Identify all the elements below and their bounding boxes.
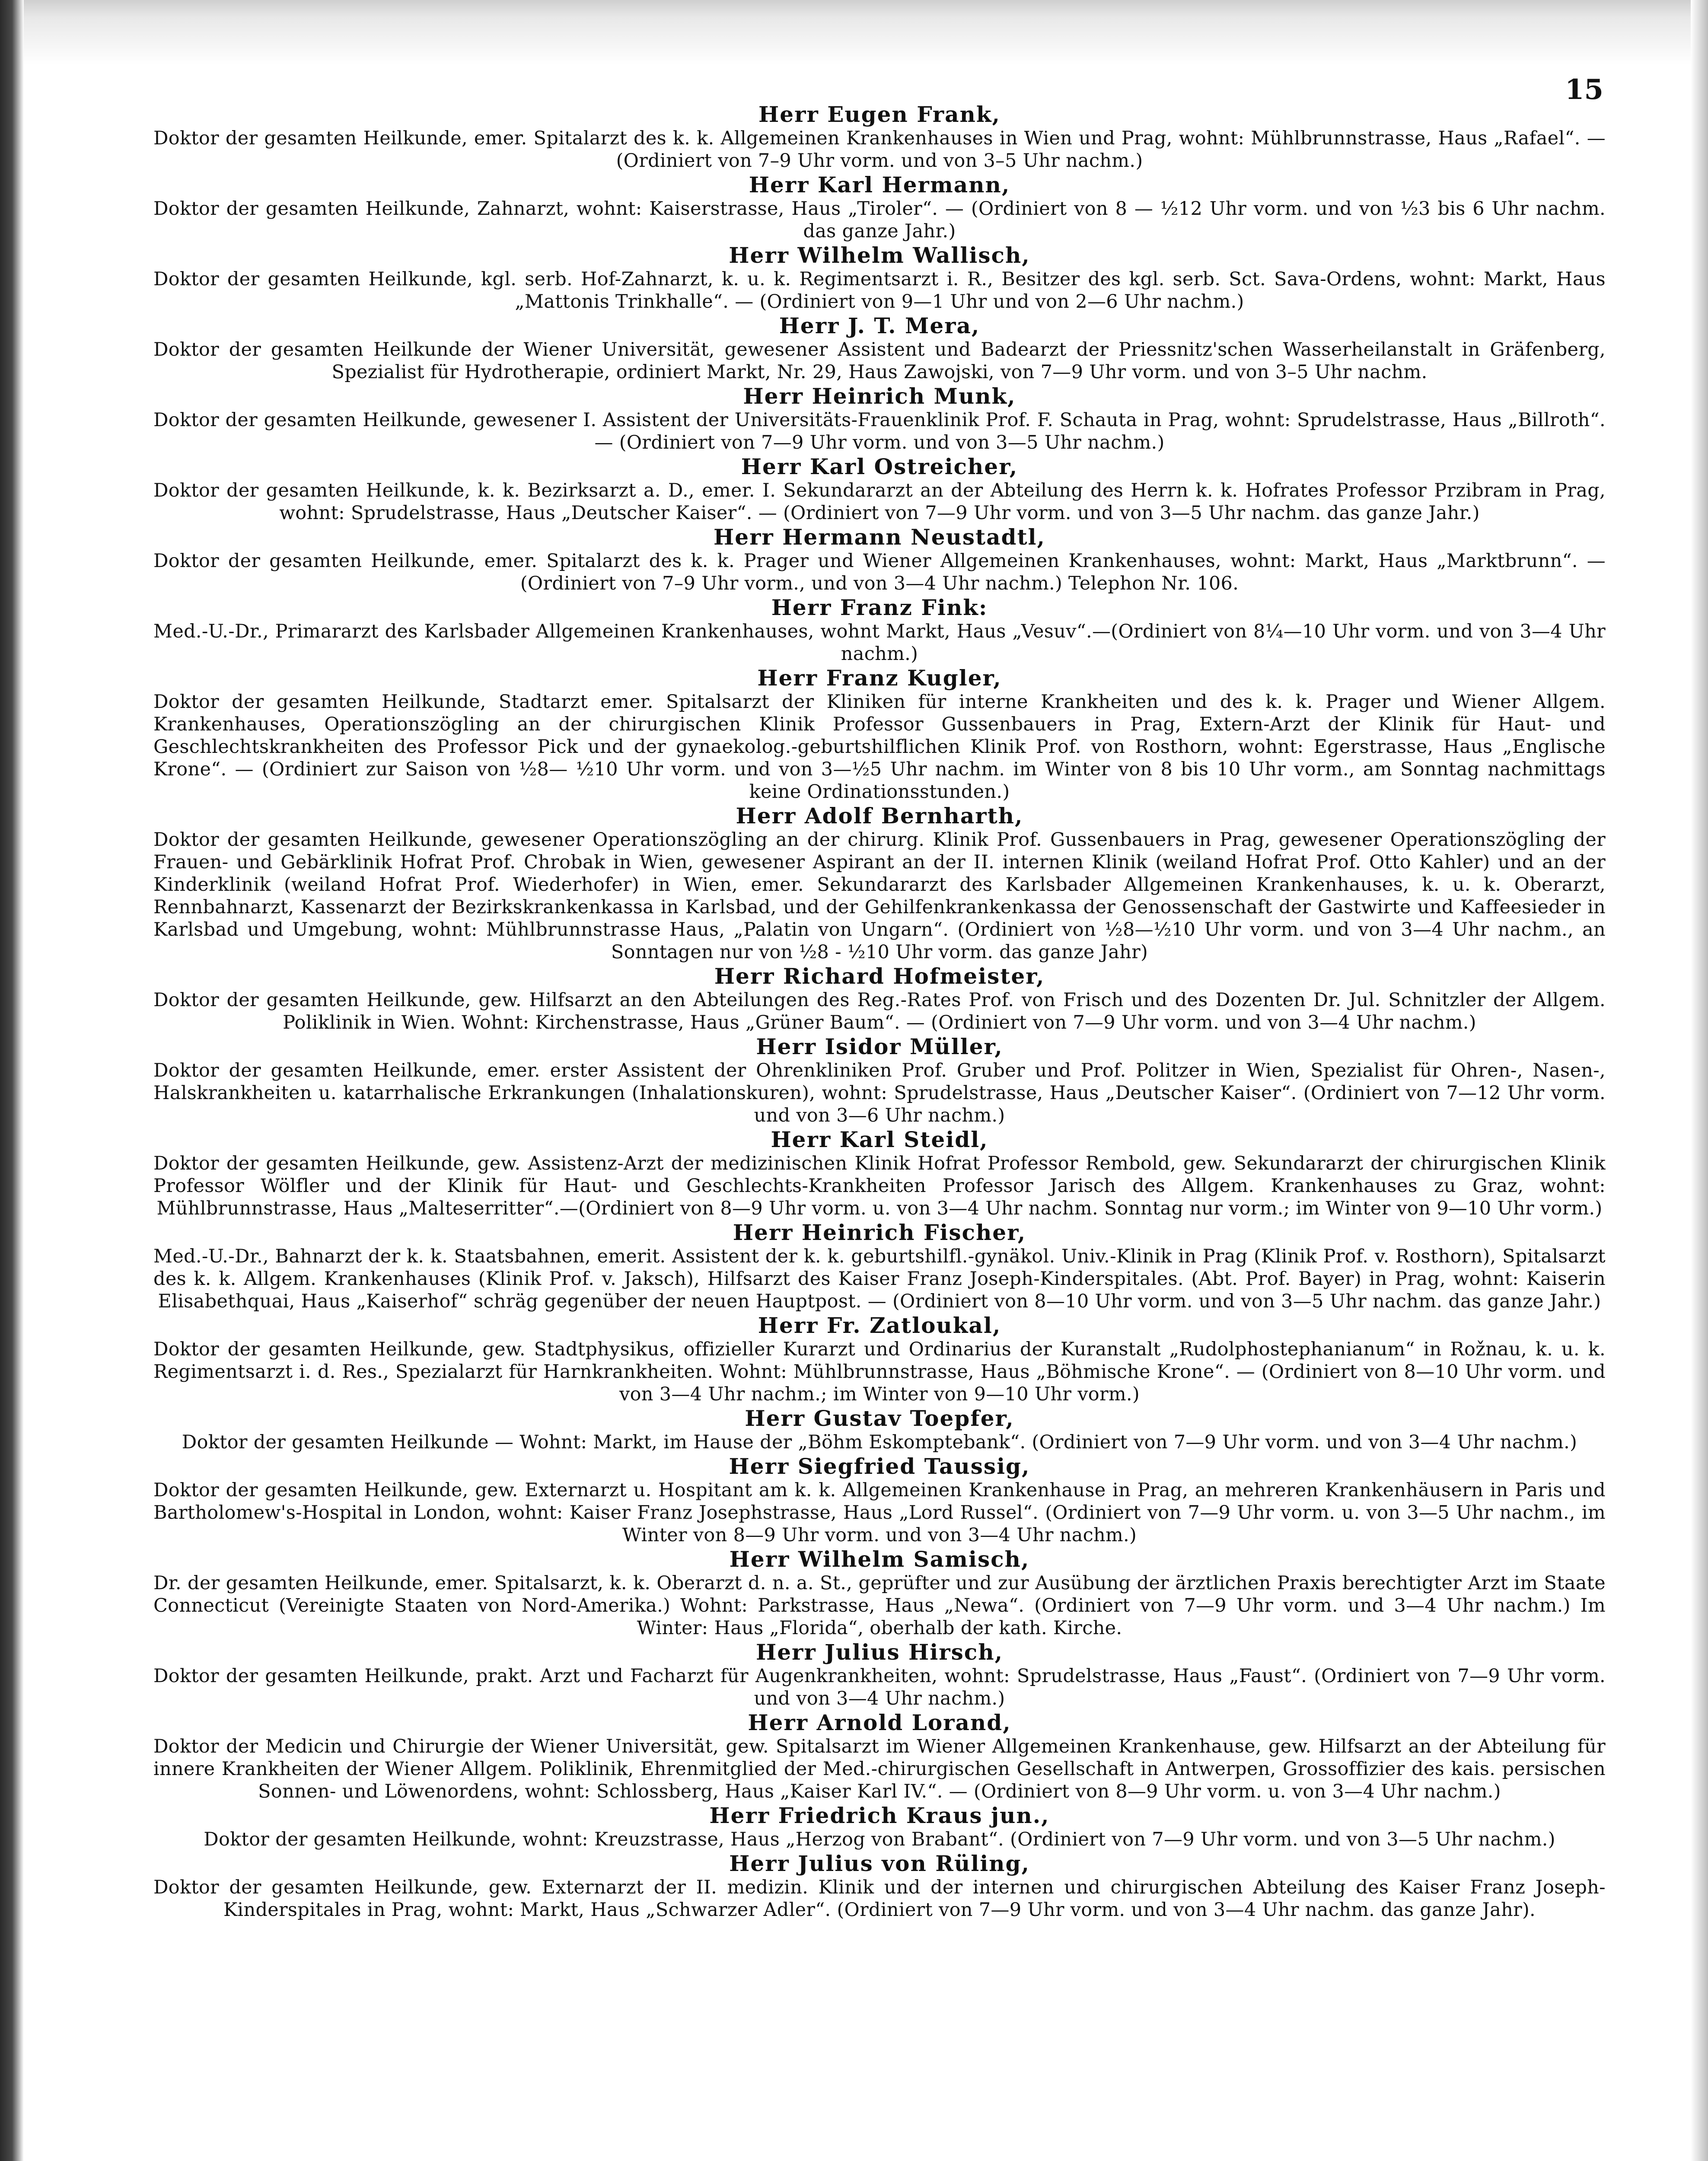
physician-details: Doktor der gesamten Heilkunde, gew. Assistenz-Arzt der medizinischen Klinik Hofrat Professor Rembold, gew. Sekundararzt der chirurgischen Klinik Professor Wölfler und der Klinik für Haut- und Geschlechts-Krankheiten Professor Jarisch des Allgem. Krankenhauses zu Graz, wohnt: Mühlbrunnstrasse, Haus „Malteserritter“.—(Ordiniert von 8—9 Uhr vorm. u. von 3—4 Uhr nachm. Sonntag nur vorm.; im Winter von 9—10 Uhr vorm.) xyxy=(153,1153,1606,1219)
physician-entry xyxy=(153,963,1606,1034)
physician-details: Doktor der gesamten Heilkunde, gew. Stadtphysikus, offizieller Kurarzt und Ordinarius der Kuranstalt „Rudolphostephanianum“ in Rožnau, k. u. k. Regimentsarzt i. d. Res., Spezialarzt für Harnkrankheiten. Wohnt: Mühlbrunnstrasse, Haus „Böhmische Krone“. — (Ordiniert von 8—10 Uhr vorm. und von 3—4 Uhr nachm.; im Winter von 9—10 Uhr vorm.) xyxy=(153,1339,1606,1405)
physician-name: Herr J. T. Mera, xyxy=(779,313,980,338)
physician-entry xyxy=(153,1127,1606,1220)
physician-details: Doktor der gesamten Heilkunde, emer. Spitalarzt des k. k. Prager und Wiener Allgemeinen Krankenhauses, wohnt: Markt, Haus „Marktbrunn“. — (Ordiniert von 7–9 Uhr vorm., und von 3—4 Uhr nachm.) Telephon Nr. 106. xyxy=(153,550,1606,594)
physician-entry xyxy=(153,454,1606,524)
physician-entry xyxy=(153,1453,1606,1546)
physician-entry xyxy=(153,1034,1606,1127)
physician-details: Doktor der gesamten Heilkunde, Zahnarzt, wohnt: Kaiserstrasse, Haus „Tiroler“. — (Ordiniert von 8 — ½12 Uhr vorm. und von ½3 bis 6 Uhr nachm. das ganze Jahr.) xyxy=(153,198,1606,242)
physician-entry xyxy=(153,172,1606,242)
physician-name: Herr Gustav Toepfer, xyxy=(745,1406,1014,1431)
physician-name: Herr Eugen Frank, xyxy=(758,102,1001,127)
physician-name: Herr Karl Steidl, xyxy=(771,1127,988,1152)
physician-name: Herr Wilhelm Samisch, xyxy=(729,1546,1030,1572)
physician-entry xyxy=(153,1851,1606,1921)
physician-name: Herr Hermann Neustadtl, xyxy=(714,524,1045,550)
physician-name: Herr Wilhelm Wallisch, xyxy=(729,242,1030,268)
physician-details: Doktor der gesamten Heilkunde, prakt. Arzt und Facharzt für Augenkrankheiten, wohnt: Sprudelstrasse, Haus „Faust“. (Ordiniert von 7—9 Uhr vorm. und von 3—4 Uhr nachm.) xyxy=(153,1665,1606,1709)
physician-details: Doktor der gesamten Heilkunde, kgl. serb. Hof-Zahnarzt, k. u. k. Regimentsarzt i. R., Besitzer des kgl. serb. Sct. Sava-Ordens, wohnt: Markt, Haus „Mattonis Trinkhalle“. — (Ordiniert von 9—1 Uhr und von 2—6 Uhr nachm.) xyxy=(153,268,1606,312)
physician-entry xyxy=(153,1710,1606,1803)
physician-name: Herr Fr. Zatloukal, xyxy=(758,1313,1001,1338)
physician-name: Herr Arnold Lorand, xyxy=(748,1710,1011,1735)
physician-name: Herr Siegfried Taussig, xyxy=(729,1453,1030,1479)
scan-edge-right xyxy=(1691,0,1708,2161)
scan-edge-left xyxy=(0,0,24,2161)
physician-name: Herr Karl Ostreicher, xyxy=(741,454,1018,479)
physician-details: Doktor der gesamten Heilkunde, gew. Hilfsarzt an den Abteilungen des Reg.-Rates Prof. von Frisch und des Dozenten Dr. Jul. Schnitzler der Allgem. Poliklinik in Wien. Wohnt: Kirchenstrasse, Haus „Grüner Baum“. — (Ordiniert von 7—9 Uhr vorm. und von 3—4 Uhr nachm.) xyxy=(153,989,1606,1033)
physician-name: Herr Karl Hermann, xyxy=(749,172,1010,198)
physician-details: Doktor der gesamten Heilkunde, gew. Externarzt u. Hospitant am k. k. Allgemeinen Krankenhause in Prag, an mehreren Krankenhäusern in Paris und Bartholomew's-Hospital in London, wohnt: Kaiser Franz Josephstrasse, Haus „Lord Russel“. (Ordiniert von 7—9 Uhr vorm. u. von 3—5 Uhr nachm., im Winter von 8—9 Uhr vorm. und von 3—4 Uhr nachm.) xyxy=(153,1479,1606,1546)
physician-entry xyxy=(153,102,1606,172)
physician-name: Herr Friedrich Kraus jun., xyxy=(709,1803,1050,1828)
physician-details: Doktor der gesamten Heilkunde, Stadtarzt emer. Spitalsarzt der Kliniken für interne Krankheiten und des k. k. Prager und Wiener Allgem. Krankenhauses, Operationszögling an der chirurgischen Klinik Professor Gussenbauers in Prag, Extern-Arzt der Klinik für Haut- und Geschlechtskrankheiten des Professor Pick und der gynaekolog.-geburtshilflichen Klinik Prof. von Rosthorn, wohnt: Egerstrasse, Haus „Englische Krone“. — (Ordiniert zur Saison von ½8— ½10 Uhr vorm. und von 3—½5 Uhr nachm. im Winter von 8 bis 10 Uhr vorm., am Sonntag nachmittags keine Ordinationsstunden.) xyxy=(153,691,1606,803)
physician-name: Herr Adolf Bernharth, xyxy=(736,803,1023,829)
physician-details: Dr. der gesamten Heilkunde, emer. Spitalsarzt, k. k. Oberarzt d. n. a. St., geprüfter und zur Ausübung der ärztlichen Praxis berechtigter Arzt im Staate Connecticut (Vereinigte Staaten von Nord-Amerika.) Wohnt: Parkstrasse, Haus „Newa“. (Ordiniert von 7—9 Uhr vorm. und 3—4 Uhr nachm.) Im Winter: Haus „Florida“, oberhalb der kath. Kirche. xyxy=(153,1572,1606,1639)
physician-entry xyxy=(153,524,1606,595)
physician-entry xyxy=(153,1313,1606,1406)
physician-entry xyxy=(153,383,1606,454)
physician-entry xyxy=(153,803,1606,963)
physician-name: Herr Heinrich Munk, xyxy=(743,383,1016,409)
physician-name: Herr Julius von Rüling, xyxy=(729,1851,1030,1876)
physician-name: Herr Franz Fink: xyxy=(771,595,988,620)
physician-details: Doktor der gesamten Heilkunde — Wohnt: Markt, im Hause der „Böhm Eskomptebank“. (Ordiniert von 7—9 Uhr vorm. und von 3—4 Uhr nachm.) xyxy=(182,1431,1577,1453)
physician-entry xyxy=(153,1220,1606,1313)
physician-entry xyxy=(153,313,1606,383)
physician-details: Doktor der Medicin und Chirurgie der Wiener Universität, gew. Spitalsarzt im Wiener Allgemeinen Krankenhause, gew. Hilfsarzt an der Abteilung für innere Krankheiten der Wiener Allgem. Poliklinik, Ehrenmitglied der Med.-chirurgischen Gesellschaft in Antwerpen, Grossoffizier des kais. persischen Sonnen- und Löwenordens, wohnt: Schlossberg, Haus „Kaiser Karl IV.“. — (Ordiniert von 8—9 Uhr vorm. u. von 3—4 Uhr nachm.) xyxy=(153,1736,1606,1802)
physician-entry xyxy=(153,242,1606,313)
physician-details: Doktor der gesamten Heilkunde, gewesener Operationszögling an der chirurg. Klinik Prof. Gussenbauers in Prag, gewesener Operationszögling der Frauen- und Gebärklinik Hofrat Prof. Chrobak in Wien, gewesener Aspirant an der II. internen Klinik (weiland Hofrat Prof. Otto Kahler) und an der Kinderklinik (weiland Hofrat Prof. Wiederhofer) in Wien, emer. Sekundararzt des Karlsbader Allgemeinen Krankenhauses, k. u. k. Oberarzt, Rennbahnarzt, Kassenarzt der Bezirkskrankenkassa in Karlsbad, und der Gehilfenkrankenkassa der Genossenschaft der Gastwirte und Kaffeesieder in Karlsbad und Umgebung, wohnt: Mühlbrunnstrasse Haus, „Palatin von Ungarn“. (Ordiniert von ½8—½10 Uhr vorm. und von 3—4 Uhr nachm., an Sonntagen nur von ½8 - ½10 Uhr vorm. das ganze Jahr) xyxy=(153,829,1606,963)
physician-entry xyxy=(153,1639,1606,1710)
physician-entry xyxy=(153,1546,1606,1639)
physician-name: Herr Richard Hofmeister, xyxy=(714,963,1045,989)
physician-entry xyxy=(153,1406,1606,1453)
physician-details: Med.-U.-Dr., Primararzt des Karlsbader Allgemeinen Krankenhauses, wohnt Markt, Haus „Vesuv“.—(Ordiniert von 8¼—10 Uhr vorm. und von 3—4 Uhr nachm.) xyxy=(153,621,1606,665)
physician-name: Herr Isidor Müller, xyxy=(756,1034,1003,1059)
physician-details: Doktor der gesamten Heilkunde, gew. Externarzt der II. medizin. Klinik und der internen und chirurgischen Abteilung des Kaiser Franz Joseph-Kinderspitales in Prag, wohnt: Markt, Haus „Schwarzer Adler“. (Ordiniert von 7—9 Uhr vorm. und von 3—4 Uhr nachm. das ganze Jahr). xyxy=(153,1877,1606,1921)
physician-entry xyxy=(153,665,1606,803)
physician-details: Med.-U.-Dr., Bahnarzt der k. k. Staatsbahnen, emerit. Assistent der k. k. geburtshilfl.-gynäkol. Univ.-Klinik in Prag (Klinik Prof. v. Rosthorn), Spitalsarzt des k. k. Allgem. Krankenhauses (Klinik Prof. v. Jaksch), Hilfsarzt des Kaiser Franz Joseph-Kinderspitales. (Abt. Prof. Bayer) in Prag, wohnt: Kaiserin Elisabethquai, Haus „Kaiserhof“ schräg gegenüber der neuen Hauptpost. — (Ordiniert von 8—10 Uhr vorm. und von 3—5 Uhr nachm. das ganze Jahr.) xyxy=(153,1246,1606,1312)
physician-entry xyxy=(153,595,1606,665)
physician-name: Herr Franz Kugler, xyxy=(757,665,1002,691)
scan-edge-top xyxy=(0,0,1708,65)
physician-details: Doktor der gesamten Heilkunde, emer. erster Assistent der Ohrenkliniken Prof. Gruber und Prof. Politzer in Wien, Spezialist für Ohren-, Nasen-, Halskrankheiten u. katarrhalische Erkrankungen (Inhalationskuren), wohnt: Sprudelstrasse, Haus „Deutscher Kaiser“. (Ordiniert von 7—12 Uhr vorm. und von 3—6 Uhr nachm.) xyxy=(153,1060,1606,1126)
physician-details: Doktor der gesamten Heilkunde der Wiener Universität, gewesener Assistent und Badearzt der Priessnitz'schen Wasserheilanstalt in Gräfenberg, Spezialist für Hydrotherapie, ordiniert Markt, Nr. 29, Haus Zawojski, von 7—9 Uhr vorm. und von 3–5 Uhr nachm. xyxy=(153,339,1606,383)
physician-details: Doktor der gesamten Heilkunde, wohnt: Kreuzstrasse, Haus „Herzog von Brabant“. (Ordiniert von 7—9 Uhr vorm. und von 3—5 Uhr nachm.) xyxy=(204,1829,1555,1850)
physician-directory xyxy=(153,102,1606,1921)
physician-name: Herr Julius Hirsch, xyxy=(756,1639,1003,1665)
page-number: 15 xyxy=(1565,73,1603,106)
physician-details: Doktor der gesamten Heilkunde, k. k. Bezirksarzt a. D., emer. I. Sekundararzt an der Abteilung des Herrn k. k. Hofrates Professor Przibram in Prag, wohnt: Sprudelstrasse, Haus „Deutscher Kaiser“. — (Ordiniert von 7—9 Uhr vorm. und von 3—5 Uhr nachm. das ganze Jahr.) xyxy=(153,480,1606,524)
physician-details: Doktor der gesamten Heilkunde, emer. Spitalarzt des k. k. Allgemeinen Krankenhauses in Wien und Prag, wohnt: Mühlbrunnstrasse, Haus „Rafael“. — (Ordiniert von 7–9 Uhr vorm. und von 3–5 Uhr nachm.) xyxy=(153,127,1606,172)
physician-name: Herr Heinrich Fischer, xyxy=(733,1220,1026,1245)
physician-entry xyxy=(153,1803,1606,1851)
physician-details: Doktor der gesamten Heilkunde, gewesener I. Assistent der Universitäts-Frauenklinik Prof. F. Schauta in Prag, wohnt: Sprudelstrasse, Haus „Billroth“.— (Ordiniert von 7—9 Uhr vorm. und von 3—5 Uhr nachm.) xyxy=(153,409,1606,453)
